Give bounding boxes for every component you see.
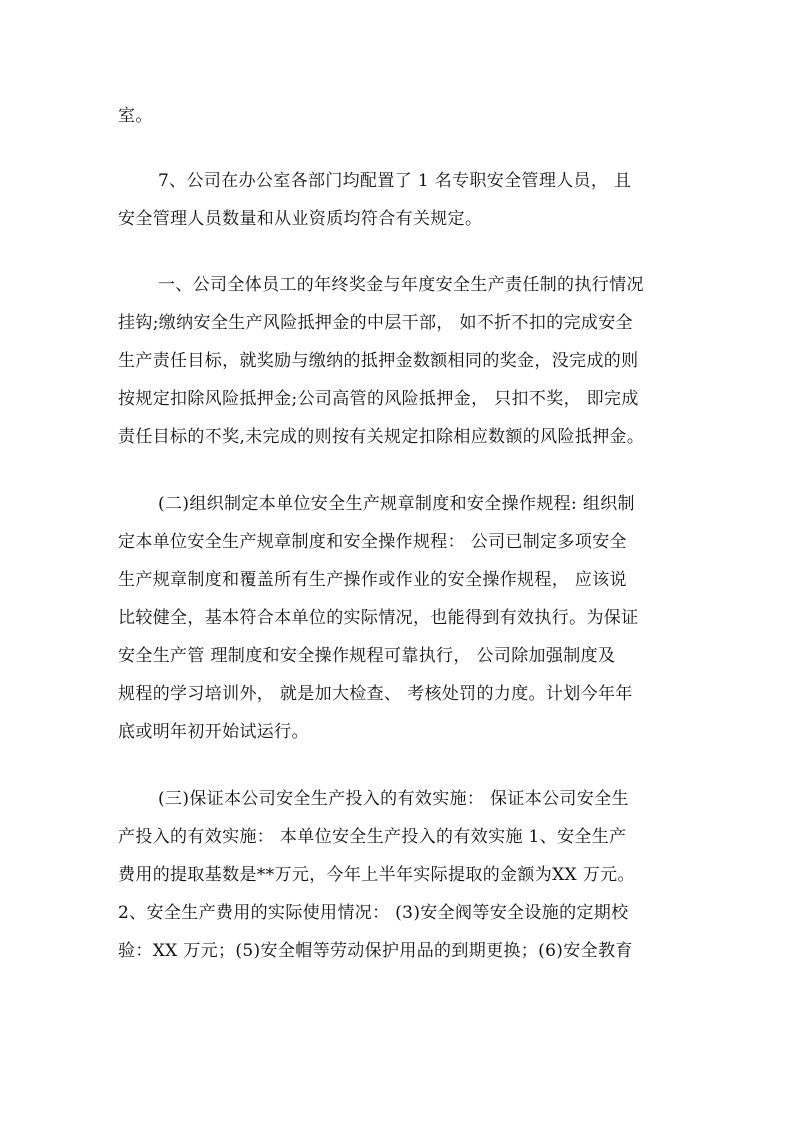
text-line: 生产规章制度和覆盖所有生产操作或作业的安全操作规程， 应该说 xyxy=(118,570,627,590)
text-line: 安全管理人员数量和从业资质均符合有关规定。 xyxy=(118,209,483,229)
text-line: 底或明年初开始试运行。 xyxy=(118,722,309,742)
text-line: 规程的学习培训外， 就是加大检查、 考核处罚的力度。计划今年年 xyxy=(118,684,633,704)
text-line: 生产责任目标，就奖励与缴纳的抵押金数额相同的奖金，没完成的则 xyxy=(118,351,639,371)
text-line: 比较健全，基本符合本单位的实际情况，也能得到有效执行。为保证 xyxy=(118,608,639,628)
text-line: 7、公司在办公室各部门均配置了 1 名专职安全管理人员， 且 xyxy=(158,171,632,191)
text-line: 定本单位安全生产规章制度和安全操作规程： 公司已制定多项安全 xyxy=(118,532,627,552)
text-line: 按规定扣除风险抵押金;公司高管的风险抵押金， 只扣不奖， 即完成 xyxy=(118,389,639,409)
text-line: 一、公司全体员工的年终奖金与年度安全生产责任制的执行情况 xyxy=(158,275,644,295)
text-line: 室。 xyxy=(118,106,153,126)
text-line: 责任目标的不奖,未完成的则按有关规定扣除相应数额的风险抵押金。 xyxy=(118,427,645,447)
text-line: 产投入的有效实施： 本单位安全生产投入的有效实施 1、安全生产 xyxy=(118,827,627,847)
text-line: 安全生产管 理制度和安全操作规程可靠执行， 公司除加强制度及 xyxy=(118,646,616,666)
text-line: 费用的提取基数是**万元，今年上半年实际提取的金额为XX 万元。 xyxy=(118,865,635,885)
text-line: (三)保证本公司安全生产投入的有效实施： 保证本公司安全生 xyxy=(158,789,629,809)
text-line: 挂钩;缴纳安全生产风险抵押金的中层干部， 如不折不扣的完成安全 xyxy=(118,313,633,333)
text-line: 2、安全生产费用的实际使用情况： (3)安全阀等安全设施的定期校 xyxy=(118,903,629,923)
text-line: (二)组织制定本单位安全生产规章制度和安全操作规程: 组织制 xyxy=(158,494,635,514)
text-line: 验：XX 万元；(5)安全帽等劳动保护用品的到期更换；(6)安全教育 xyxy=(118,941,633,961)
